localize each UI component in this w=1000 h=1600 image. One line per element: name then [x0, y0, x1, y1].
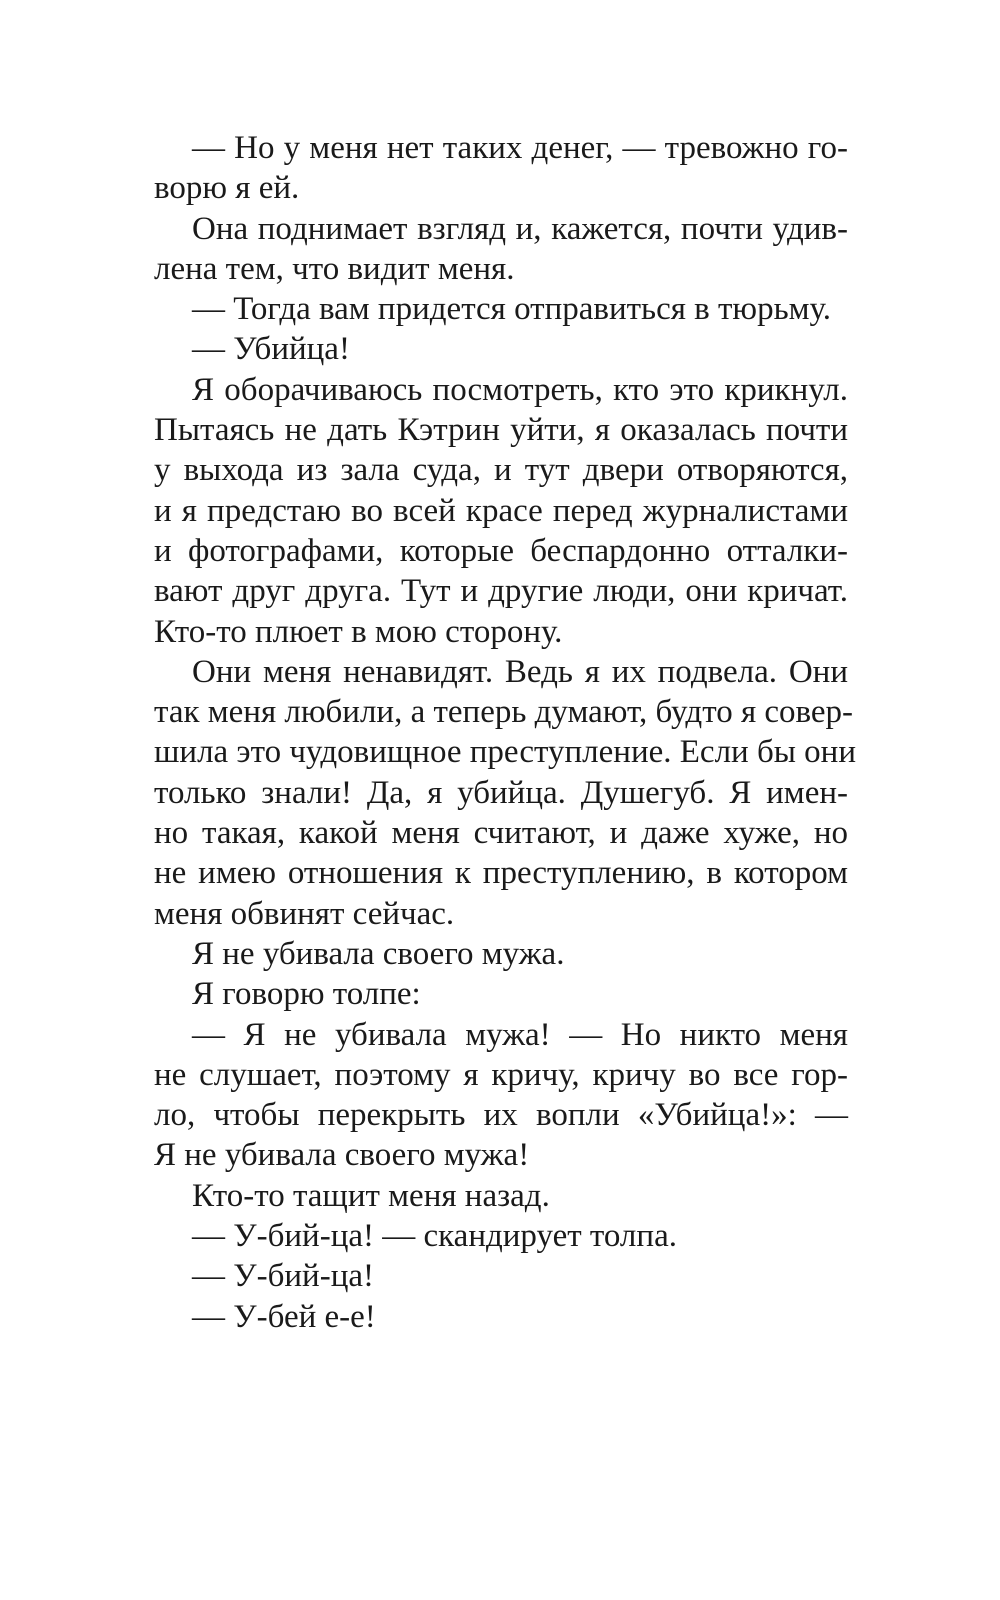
paragraph: [154, 1297, 848, 1337]
text-line: у выхода из зала суда, и тут двери отворяются,: [154, 452, 848, 489]
text-line: меня обвинят сейчас.: [154, 895, 455, 932]
text-line: Я говорю толпе:: [192, 976, 421, 1013]
text-line: Я оборачиваюсь посмотреть, кто это крикнул.: [192, 371, 848, 408]
paragraph: [154, 289, 848, 329]
text-line: — Тогда вам придется отправиться в тюрьму.: [192, 291, 831, 328]
text-line: и я предстаю во всей красе перед журналистами: [154, 492, 848, 529]
text-line: ло, чтобы перекрыть их вопли «Убийца!»: —: [154, 1097, 848, 1134]
text-line: вают друг друга. Тут и другие люди, они кричат.: [154, 573, 848, 610]
paragraph: [154, 1176, 848, 1216]
text-line: и фотографами, которые беспардонно отталки-: [154, 532, 848, 569]
text-line: не слушает, поэтому я кричу, кричу во все гор-: [154, 1056, 848, 1093]
paragraph: [154, 128, 848, 209]
text-line: Кто-то тащит меня назад.: [192, 1177, 550, 1214]
text-line: лена тем, что видит меня.: [154, 250, 515, 287]
paragraph: [154, 1256, 848, 1296]
text-line: Я не убивала своего мужа!: [154, 1137, 530, 1174]
text-line: шила это чудовищное преступление. Если бы они: [154, 734, 856, 771]
text-line: Она поднимает взгляд и, кажется, почти удив-: [192, 210, 848, 247]
text-line: так меня любили, а теперь думают, будто я совер-: [154, 694, 854, 731]
text-line: — Но у меня нет таких денег, — тревожно го-: [192, 130, 848, 166]
text-line: но такая, какой меня считают, и даже хуже, но: [154, 815, 848, 852]
paragraph: [154, 370, 848, 652]
text-line: не имею отношения к преступлению, в котором: [154, 855, 848, 892]
text-line: — Убийца!: [192, 331, 350, 368]
text-line: Я не убивала своего мужа.: [192, 935, 565, 972]
paragraph: [154, 329, 848, 369]
text-line: — Я не убивала мужа! — Но никто меня: [192, 1016, 848, 1053]
text-line: Они меня ненавидят. Ведь я их подвела. Они: [192, 653, 848, 690]
text-line: — У-бий-ца!: [192, 1258, 374, 1295]
text-line: ворю я ей.: [154, 170, 300, 207]
paragraph: [154, 1015, 848, 1176]
text-line: Кто-то плюет в мою сторону.: [154, 613, 563, 650]
text-line: — У-бий-ца! — скандирует толпа.: [192, 1218, 677, 1255]
paragraph: [154, 1216, 848, 1256]
text-line: Пытаясь не дать Кэтрин уйти, я оказалась почти: [154, 412, 848, 449]
paragraph: [154, 209, 848, 290]
text-column: [154, 128, 856, 1337]
text-line: только знали! Да, я убийца. Душегуб. Я имен-: [154, 774, 848, 811]
paragraph: [154, 974, 848, 1014]
text-line: — У-бей е-е!: [192, 1298, 376, 1335]
paragraph: [154, 934, 848, 974]
paragraph: [154, 652, 856, 934]
